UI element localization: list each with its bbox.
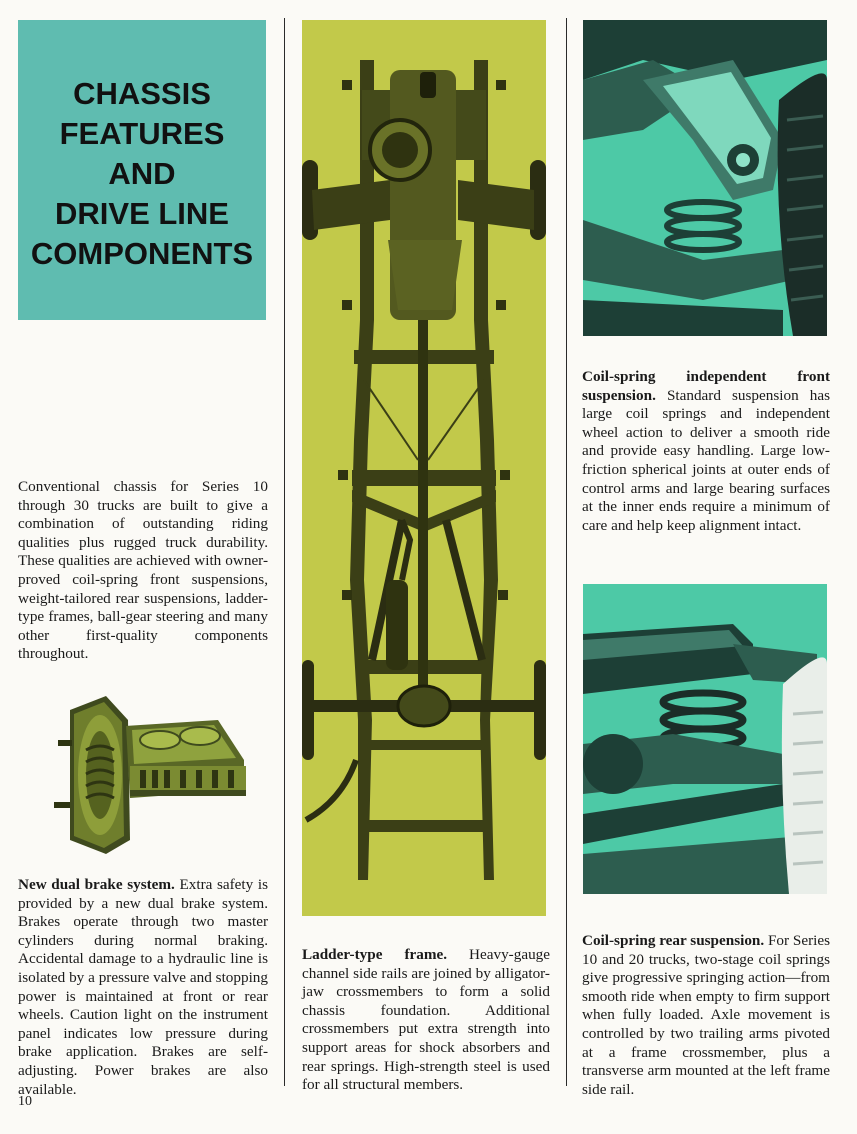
brake-text: Extra safety is provided by a new dual brake system. Brakes operate through two master cylinders during normal braking. Accidental damage to a hydraulic line is isolated by a pressure valve and stopping power is maintained at front or rear wheels. Caution light on the instrument panel indicates low pressure during brake application. Brakes are self-adjusting. Power brakes are also available. <box>18 876 268 1098</box>
column-rule-left <box>284 18 285 1086</box>
rear-suspension-heading: Coil-spring rear suspension. <box>582 932 765 949</box>
intro-paragraph <box>18 478 268 664</box>
page-title <box>31 66 253 274</box>
title-line: DRIVE LINE <box>55 196 229 231</box>
rear-suspension-text: For Series 10 and 20 trucks, two-stage coil springs give progressive springing action—from smooth ride when empty to firm support when fully loaded. Axle movement is controlled by two trailing arms pivoted at a frame crossmember, plus a transverse arm mounted at the left frame side rail. <box>582 932 830 1098</box>
title-line: AND <box>108 156 176 191</box>
front-suspension-photo <box>583 20 827 336</box>
brake-booster-photo <box>48 690 253 860</box>
column-rule-right <box>566 18 567 1086</box>
rear-suspension-paragraph <box>582 932 830 1099</box>
intro-text: Conventional chassis for Series 10 through 30 trucks are built to give a combination of outstanding riding qualities plus rugged truck durability. These qualities are achieved with owner-proved coil-spring front suspensions, weight-tailored rear suspensions, ladder-type frames, ball-gear steering and many other first-quality components throughout. <box>18 478 268 663</box>
frame-text: Heavy-gauge channel side rails are joined by alligator-jaw crossmembers to form a solid chassis foundation. Additional crossmembers put extra strength into support areas for shock absorbers and rear springs. High-strength steel is used for all structural members. <box>302 946 550 1094</box>
front-suspension-paragraph <box>582 368 830 535</box>
brake-heading: New dual brake system. <box>18 876 175 893</box>
brake-paragraph <box>18 876 268 1099</box>
frame-heading: Ladder-type frame. <box>302 946 448 963</box>
title-line: CHASSIS <box>73 76 211 111</box>
rear-suspension-photo <box>583 584 827 894</box>
title-box <box>18 20 266 320</box>
ladder-frame-chassis-photo <box>302 20 546 916</box>
title-line: COMPONENTS <box>30 236 254 271</box>
page-number: 10 <box>18 1094 32 1109</box>
frame-paragraph <box>302 946 550 1095</box>
front-suspension-text: Standard suspension has large coil springs and independent wheel action to deliver a smooth ride and provide easy handling. Large low-friction spherical joints at outer ends of control arms and large bearing surfaces at the inner ends require a minimum of care and help keep alignment intact. <box>582 386 830 534</box>
front-suspension-heading: Coil-spring independent front suspension. <box>582 368 830 404</box>
title-line: FEATURES <box>59 116 225 151</box>
